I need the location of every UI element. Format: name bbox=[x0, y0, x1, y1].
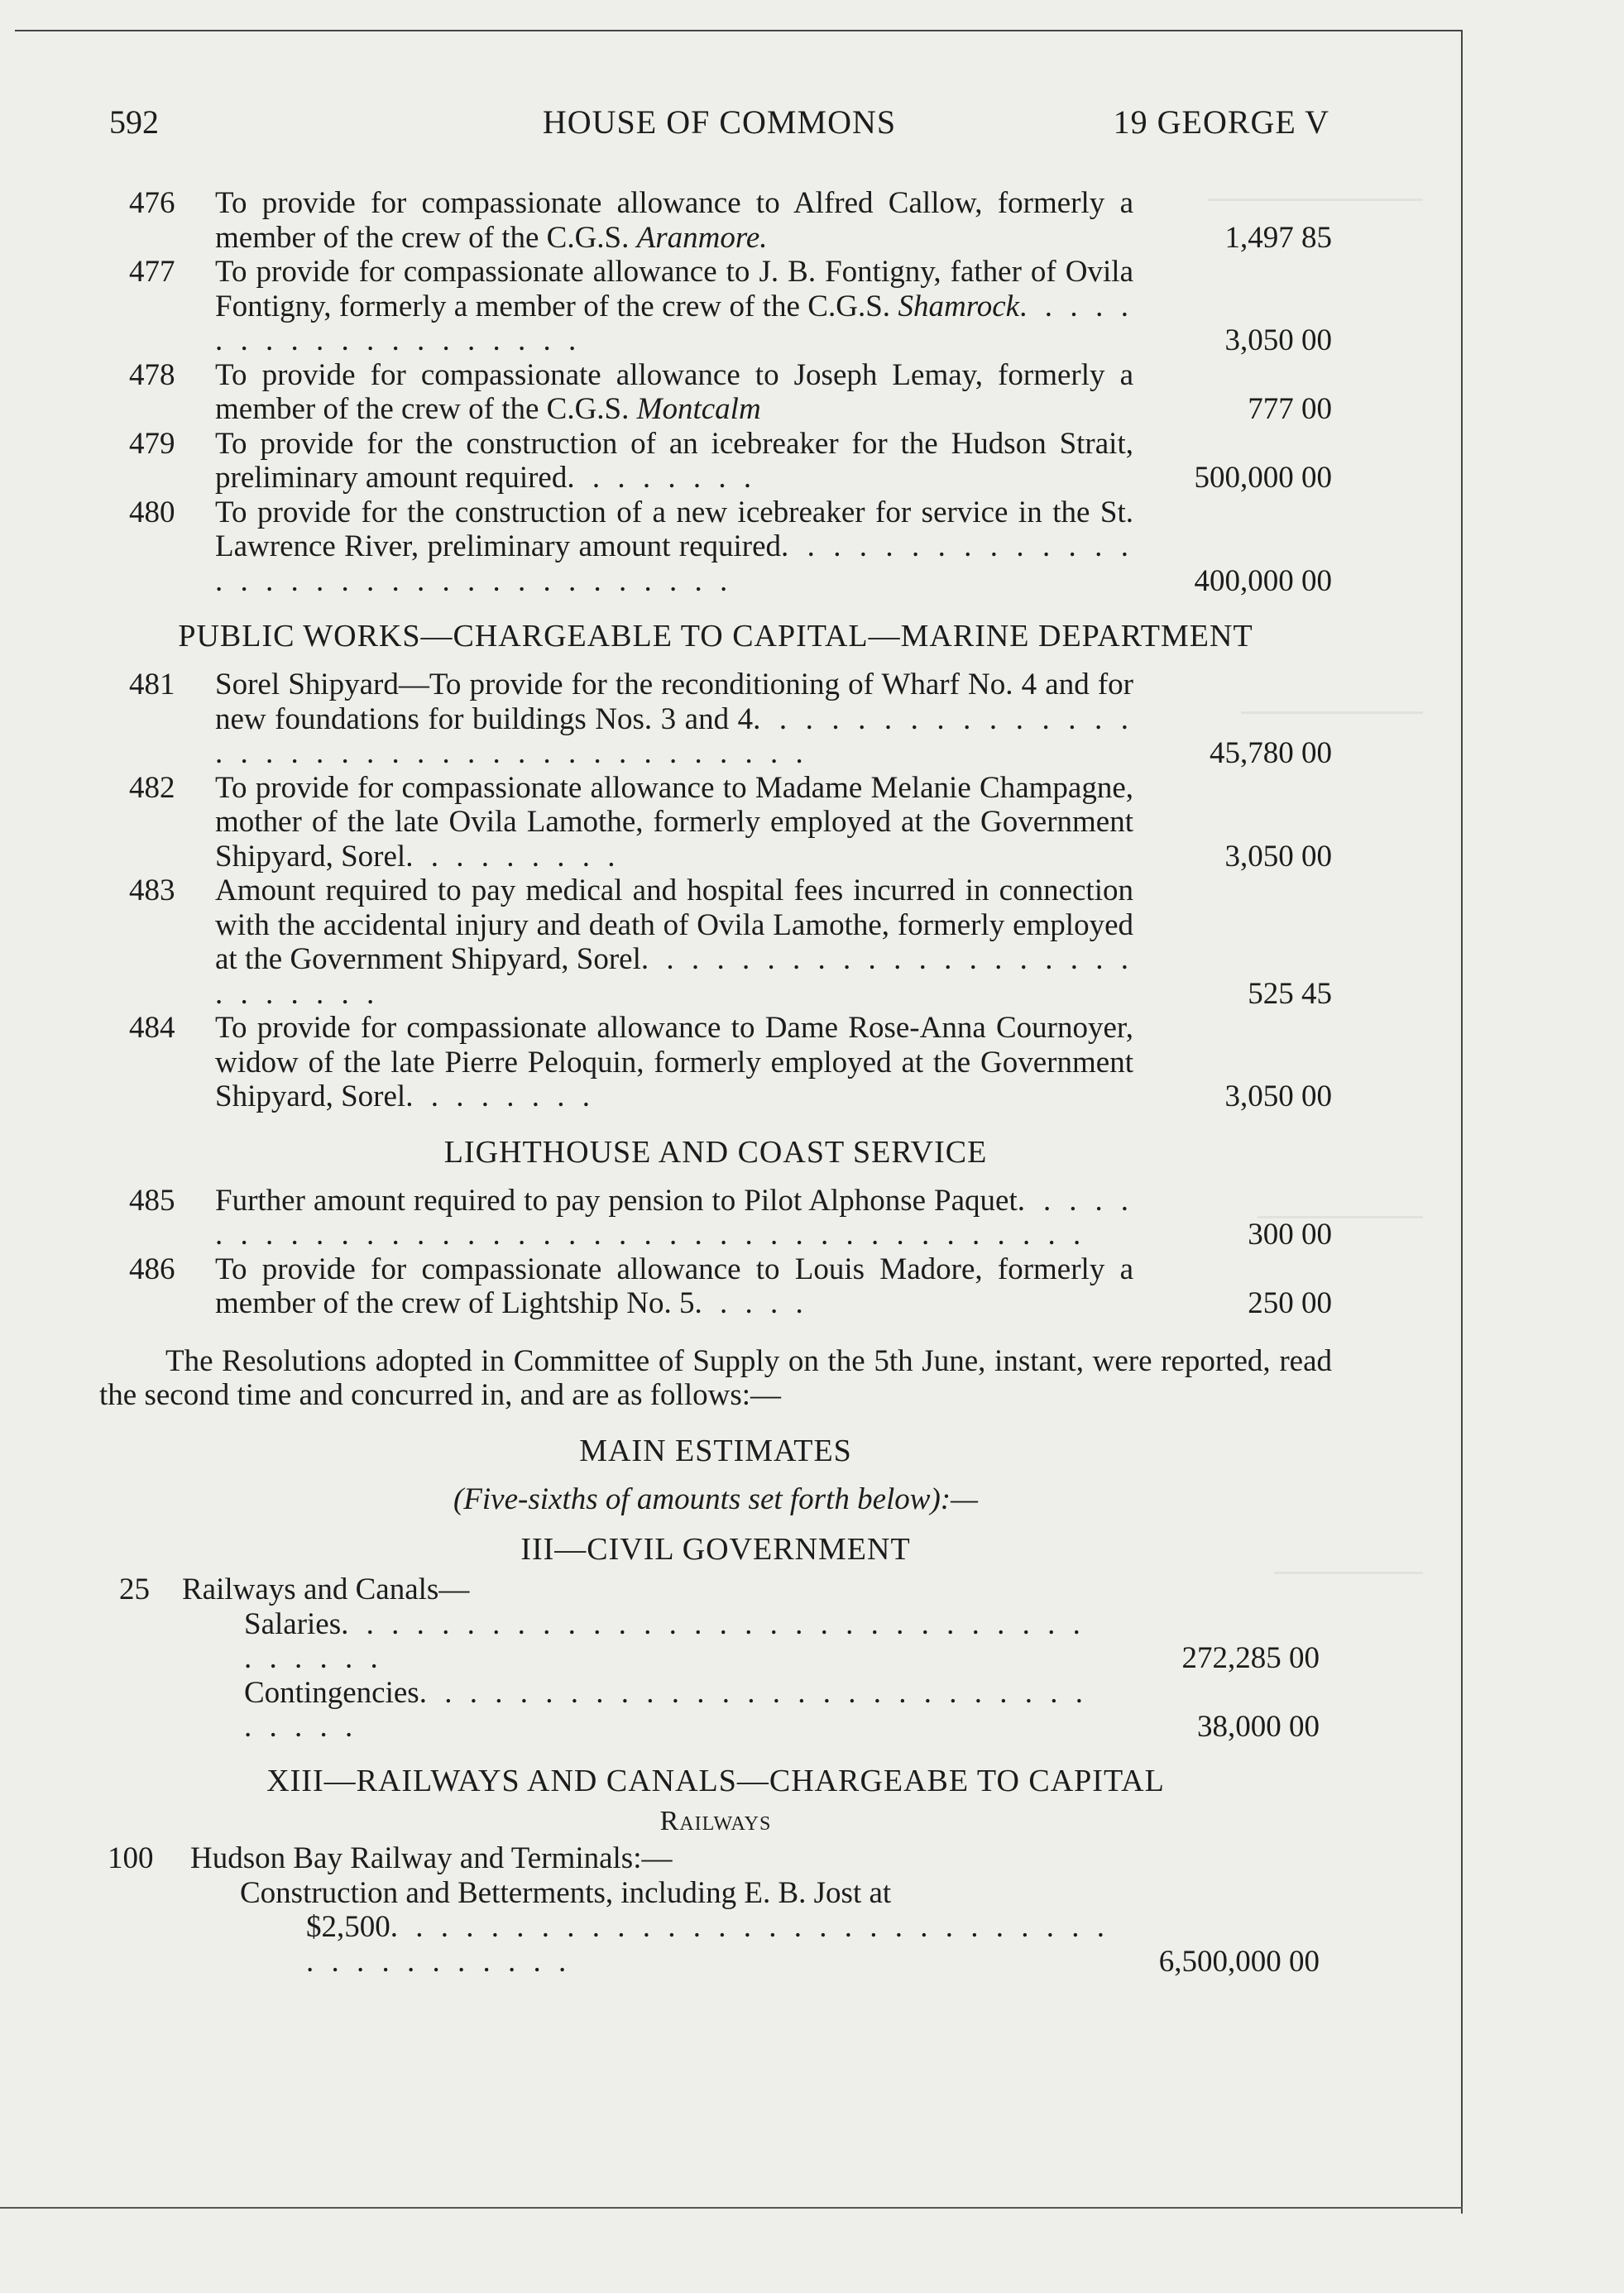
page-frame-top bbox=[15, 30, 1463, 31]
item-description: To provide for compassionate allowance to Joseph Lemay, formerly a member of the crew of the C.G.S. bbox=[215, 357, 1133, 426]
vote-description: Construction and Betterments, including E. B. Jost at bbox=[240, 1875, 892, 1910]
item-number: 485 bbox=[129, 1183, 175, 1218]
item-amount: 777 00 bbox=[1248, 392, 1332, 426]
estimate-item bbox=[99, 186, 1332, 255]
item-description: To provide for compassionate allowance to Madame Melanie Champagne, mother of the late Ovila Lamothe, formerly employed at the Government Shipyard, Sorel bbox=[215, 770, 1133, 874]
item-number: 478 bbox=[129, 357, 175, 392]
dot-leader: . . . . . . . . . . . . . . . . . . . . . . . . . . . bbox=[215, 942, 1134, 1011]
item-amount: 250 00 bbox=[1248, 1286, 1332, 1320]
item-amount: 400,000 00 bbox=[1194, 563, 1332, 598]
dot-leader: . . . . . . . . . . . . . . . . . . . . bbox=[215, 289, 1133, 357]
subline-label: $2,500 bbox=[306, 1910, 390, 1944]
page-header-title: HOUSE OF COMMONS bbox=[542, 103, 897, 141]
item-amount: 300 00 bbox=[1248, 1218, 1332, 1252]
subline-label: Contingencies bbox=[244, 1675, 419, 1710]
item-number: 477 bbox=[129, 255, 175, 289]
subline-amount: 38,000 00 bbox=[1197, 1710, 1320, 1744]
subline-amount: 6,500,000 00 bbox=[1158, 1944, 1320, 1979]
railways-subheading: Railways bbox=[659, 1805, 772, 1836]
vote-heading bbox=[99, 1573, 1332, 1607]
dot-leader: . . . . . . . . . bbox=[405, 839, 620, 874]
ship-name: Shamrock bbox=[898, 289, 1020, 323]
subline-label: Salaries bbox=[244, 1606, 342, 1641]
item-description: To provide for compassionate allowance to Alfred Callow, formerly a member of the crew of the C.G.S. bbox=[215, 186, 1133, 255]
item-number: 481 bbox=[129, 668, 175, 701]
civil-government-heading: III—CIVIL GOVERNMENT bbox=[520, 1532, 911, 1567]
item-description: To provide for the construction of an icebreaker for the Hudson Strait, preliminary amount required bbox=[215, 426, 1133, 495]
subline-amount: 272,285 00 bbox=[1181, 1641, 1320, 1675]
item-number: 476 bbox=[129, 186, 175, 220]
dot-leader: . . . . . . . . . . . . . . . . . . . . . . . . . . . . . . . . . . . bbox=[215, 529, 1133, 598]
dot-leader: . . . . . . . . . . . . . . . . . . . . . . . . . . . . . . . . . . . . . . . bbox=[215, 701, 1133, 770]
item-description: To provide for compassionate allowance to J. B. Fontigny, father of Ovila Fontigny, formerly a member of the crew of the C.G.S. bbox=[215, 255, 1133, 323]
item-description: Amount required to pay medical and hospital fees incurred in connection with the accidental injury and death of Ovila Lamothe, formerly employed at the Government Shipyard, Sorel bbox=[215, 874, 1133, 976]
estimate-item bbox=[99, 1011, 1332, 1114]
page-frame-right bbox=[1461, 30, 1463, 2214]
section-heading-lighthouse: LIGHTHOUSE AND COAST SERVICE bbox=[443, 1134, 988, 1170]
estimate-item bbox=[99, 1184, 1332, 1252]
vote-number: 100 bbox=[108, 1841, 154, 1875]
estimate-item bbox=[99, 427, 1332, 495]
item-number: 482 bbox=[129, 770, 175, 805]
item-amount: 525 45 bbox=[1248, 976, 1332, 1011]
item-description: Sorel Shipyard—To provide for the reconditioning of Wharf No. 4 and for new foundations for buildings Nos. 3 and 4 bbox=[215, 668, 1133, 736]
item-description: To provide for compassionate allowance to Dame Rose-Anna Cournoyer, widow of the late Pierre Peloquin, formerly employed at the Government Shipyard, Sorel bbox=[215, 1011, 1133, 1113]
vote-heading bbox=[99, 1841, 1332, 1876]
item-amount: 3,050 00 bbox=[1224, 839, 1332, 874]
vote-label: Railways and Canals— bbox=[182, 1573, 470, 1606]
vote-label: Hudson Bay Railway and Terminals:— bbox=[190, 1841, 673, 1875]
ship-name: Aranmore. bbox=[636, 220, 768, 255]
main-estimates-note: (Five-sixths of amounts set forth below):— bbox=[453, 1482, 979, 1516]
dot-leader: . . . . . . . . . . . . . . . . . . . . . . . . . . . . . . . . . . . . . . . . bbox=[215, 1183, 1133, 1252]
estimate-item bbox=[99, 771, 1332, 874]
vote-subline bbox=[99, 1910, 1332, 1979]
item-amount: 3,050 00 bbox=[1224, 323, 1332, 357]
dot-leader: . . . . . . . . . . . . . . . . . . . . . . . . . . . . . . . . . . . . bbox=[244, 1606, 1085, 1675]
page-frame-bottom bbox=[0, 2207, 1463, 2209]
item-description: Further amount required to pay pension to Pilot Alphonse Paquet bbox=[215, 1183, 1018, 1218]
ship-name: Montcalm bbox=[636, 392, 761, 426]
item-amount: 500,000 00 bbox=[1194, 461, 1332, 495]
dot-leader: . . . . . . . . . . . . . . . . . . . . . . . . . . . . . . . . bbox=[244, 1675, 1088, 1744]
dot-leader: . . . . . . . . bbox=[405, 1079, 595, 1113]
item-number: 480 bbox=[129, 495, 175, 529]
regnal-year: 19 GEORGE V bbox=[1113, 103, 1329, 141]
section-heading-public-works: PUBLIC WORKS—CHARGEABLE TO CAPITAL—MARINE DEPARTMENT bbox=[178, 619, 1253, 653]
item-number: 483 bbox=[129, 874, 175, 907]
estimate-item bbox=[99, 874, 1332, 1011]
estimate-item bbox=[99, 668, 1332, 771]
page-number: 592 bbox=[109, 103, 159, 141]
item-description: To provide for compassionate allowance to Louis Madore, formerly a member of the crew of Lightship No. 5 bbox=[215, 1252, 1133, 1320]
estimate-item bbox=[99, 1252, 1332, 1321]
vote-subline bbox=[99, 1676, 1332, 1745]
vote-number: 25 bbox=[119, 1573, 150, 1606]
page-content bbox=[99, 186, 1332, 1979]
estimate-item bbox=[99, 495, 1332, 599]
item-amount: 3,050 00 bbox=[1224, 1079, 1332, 1113]
item-amount: 45,780 00 bbox=[1210, 736, 1332, 770]
estimate-item bbox=[99, 255, 1332, 358]
item-number: 479 bbox=[129, 426, 175, 461]
item-number: 486 bbox=[129, 1252, 175, 1286]
railways-capital-heading: XIII—RAILWAYS AND CANALS—CHARGEABE TO CAPITAL bbox=[266, 1763, 1165, 1798]
item-description: To provide for the construction of a new icebreaker for service in the St. Lawrence River, preliminary amount required bbox=[215, 495, 1133, 563]
dot-leader: . . . . . . . . bbox=[567, 461, 757, 495]
resolution-paragraph: The Resolutions adopted in Committee of Supply on the 5th June, instant, were reported, read the second time and concurred in, and are as follows:— bbox=[99, 1343, 1332, 1412]
item-amount: 1,497 85 bbox=[1224, 220, 1332, 255]
running-head bbox=[109, 103, 1329, 144]
estimate-item bbox=[99, 358, 1332, 427]
dot-leader: . . . . . . . . . . . . . . . . . . . . . . . . . . . . . . . . . . . . . . . . bbox=[306, 1910, 1109, 1979]
vote-subline bbox=[99, 1607, 1332, 1676]
dot-leader: . . . . . bbox=[694, 1286, 808, 1320]
main-estimates-heading: MAIN ESTIMATES bbox=[579, 1433, 852, 1468]
item-number: 484 bbox=[129, 1011, 175, 1045]
